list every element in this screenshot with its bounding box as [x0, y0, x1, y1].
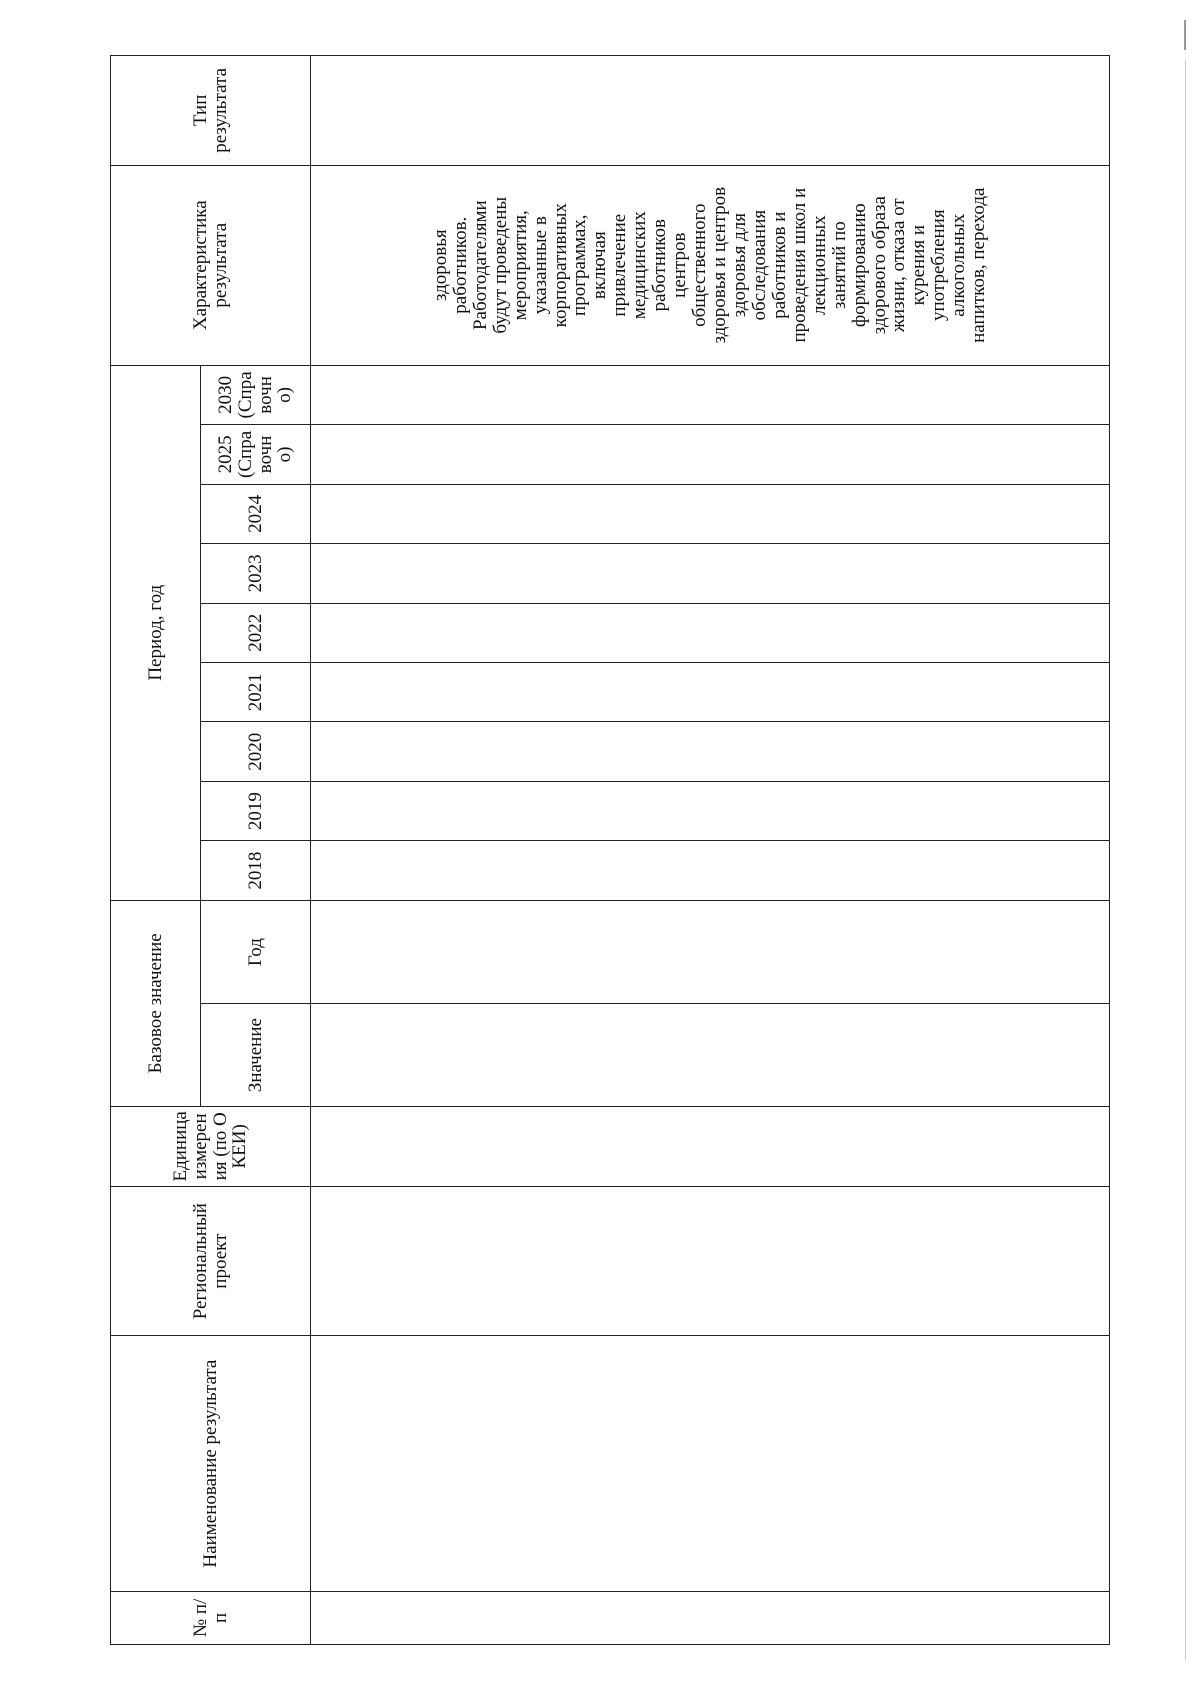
cell-unit [311, 1106, 1110, 1186]
table-row [311, 56, 1110, 1645]
characteristic-line: корпоративных [549, 203, 571, 328]
characteristic-line: привлечение [609, 213, 631, 317]
characteristic-line: занятий по [828, 221, 850, 310]
characteristic-line: здоровья [429, 229, 451, 302]
header-year-2023: 2023 [201, 544, 311, 603]
header-project: Региональный проект [111, 1186, 311, 1336]
characteristic-line: жизни, отказа от [888, 198, 910, 333]
characteristic-line: здоровья и центров [709, 186, 730, 344]
header-type: Тип результата [111, 56, 311, 166]
characteristic-line: курения и [908, 225, 930, 306]
header-year-2018: 2018 [201, 841, 311, 900]
header-num: № п/п [111, 1591, 311, 1644]
cell-base-value [311, 1004, 1110, 1107]
header-year-2030: 2030 (Справочно) [201, 365, 311, 425]
rotated-table-container [110, 55, 1110, 1645]
characteristic-line: будут проведены [489, 196, 511, 334]
characteristic-line: Работодателями [469, 200, 491, 331]
cell-name [311, 1336, 1110, 1591]
header-year-2021: 2021 [201, 663, 311, 722]
characteristic-line: центров [669, 232, 691, 298]
header-base-year: Год [201, 900, 311, 1004]
header-year-2025: 2025 (Справочно) [201, 425, 311, 484]
characteristic-line: обследования [748, 209, 770, 321]
characteristic-line: алкогольных [948, 213, 970, 317]
header-year-2024: 2024 [201, 484, 311, 543]
characteristic-line: мероприятия, [509, 210, 531, 321]
cell-base-year [311, 900, 1110, 1004]
cell-2019 [311, 781, 1110, 840]
header-name: Наименование результата [111, 1336, 311, 1591]
header-year-2019: 2019 [201, 781, 311, 840]
characteristic-line: употребления [928, 209, 950, 321]
cell-num [311, 1591, 1110, 1644]
cell-2021 [311, 663, 1110, 722]
cell-2023 [311, 544, 1110, 603]
characteristic-line: напитков, перехода [968, 187, 990, 343]
cell-2022 [311, 603, 1110, 662]
cell-2025 [311, 425, 1110, 484]
header-characteristic: Характеристика результата [111, 165, 311, 365]
cell-2020 [311, 722, 1110, 781]
results-table [110, 55, 1110, 1645]
header-year-2020: 2020 [201, 722, 311, 781]
characteristic-line: работников. [449, 216, 471, 314]
characteristic-line: медицинских [629, 211, 651, 320]
characteristic-line: указанные в [529, 216, 551, 315]
cell-type [311, 56, 1110, 166]
characteristic-line: работников и [768, 211, 790, 319]
cell-project [311, 1186, 1110, 1336]
header-year-2022: 2022 [201, 603, 311, 662]
characteristic-line: общественного [689, 203, 711, 327]
cell-2024 [311, 484, 1110, 543]
characteristic-line: включая [589, 231, 611, 300]
characteristic-line: здоровья для [728, 213, 750, 318]
characteristic-line: работников [649, 219, 671, 312]
characteristic-line: формированию [848, 203, 870, 328]
header-base-value: Значение [201, 1004, 311, 1107]
scan-edge-mark [1184, 20, 1186, 50]
cell-characteristic [311, 165, 1110, 365]
characteristic-line: лекционных [808, 215, 830, 315]
characteristic-line: здорового образа [868, 196, 890, 335]
header-unit: Единица измерения (по ОКЕИ) [111, 1106, 311, 1186]
cell-2018 [311, 841, 1110, 900]
characteristic-line: проведения школ и [788, 187, 810, 343]
characteristic-line: программах, [569, 214, 591, 316]
scan-edge-mark-lower [1185, 60, 1186, 1660]
cell-2030 [311, 365, 1110, 425]
header-period: Период, год [111, 365, 201, 900]
header-base: Базовое значение [111, 900, 201, 1106]
